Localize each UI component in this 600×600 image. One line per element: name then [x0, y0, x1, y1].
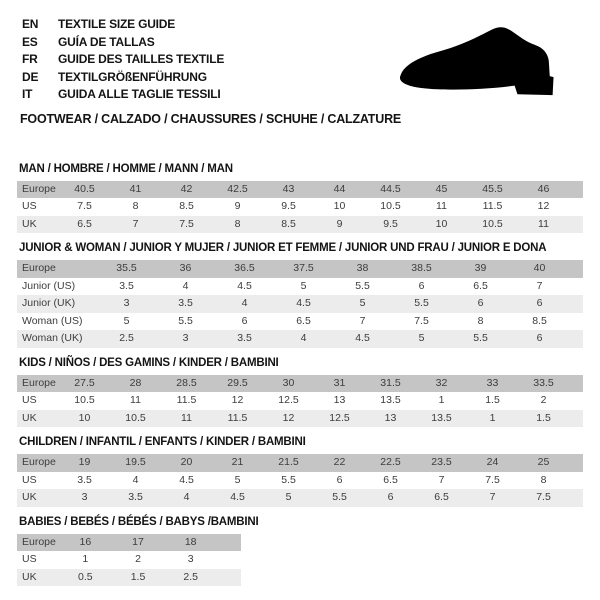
size-cell: 7	[132, 217, 139, 230]
size-cell: 13	[384, 411, 397, 424]
language-code: DE	[22, 69, 39, 84]
language-label: GUIDA ALLE TAGLIE TESSILI	[58, 87, 221, 101]
size-cell: 30	[282, 376, 295, 389]
row-label: Junior (US)	[22, 279, 76, 292]
size-cell: 45	[435, 182, 448, 195]
size-cell: 2.5	[119, 332, 134, 344]
size-cell: 6	[336, 473, 343, 486]
size-cell: 40.5	[74, 182, 95, 195]
size-cell: 10	[435, 217, 448, 230]
size-cell: 7.5	[485, 473, 500, 486]
size-cell: 27.5	[74, 376, 95, 389]
size-cell: 3.5	[128, 491, 143, 503]
size-cell: 3.5	[119, 279, 134, 292]
section-title: BABIES / BEBÉS / BÉBÉS / BABYS /BAMBINI	[19, 515, 259, 528]
table-row	[17, 375, 583, 393]
size-cell: 5	[418, 332, 425, 344]
size-cell: 3	[182, 332, 189, 344]
size-cell: 5.5	[355, 279, 370, 292]
size-cell: 5.5	[281, 473, 296, 486]
size-cell: 19	[78, 456, 91, 468]
size-cell: 41	[129, 182, 142, 195]
size-cell: 16	[79, 535, 92, 548]
size-cell: 35.5	[116, 262, 137, 274]
language-row	[22, 51, 224, 69]
table-row	[17, 454, 583, 472]
size-section	[17, 242, 583, 348]
size-cell: 10.5	[380, 200, 401, 212]
size-cell: 4	[132, 473, 139, 486]
row-label: US	[22, 553, 37, 565]
table-row	[17, 313, 583, 331]
language-code: EN	[22, 17, 39, 31]
size-cell: 28	[129, 376, 142, 389]
row-label: Europe	[22, 182, 56, 195]
table-row	[17, 551, 241, 569]
size-cell: 7	[536, 279, 543, 292]
size-cell: 6	[418, 279, 425, 292]
language-code: ES	[22, 34, 38, 49]
row-label: UK	[22, 217, 37, 230]
size-cell: 4	[241, 297, 248, 309]
size-cell: 23.5	[431, 456, 452, 468]
size-cell: 11	[436, 200, 447, 212]
size-cell: 5.5	[178, 314, 193, 327]
size-cell: 5.5	[332, 491, 347, 503]
size-cell: 5	[359, 297, 366, 309]
size-cell: 10	[78, 411, 91, 424]
size-cell: 5	[300, 279, 307, 292]
size-cell: 1.5	[130, 570, 146, 583]
size-cell: 7.5	[179, 217, 194, 230]
size-cell: 1.5	[485, 394, 500, 406]
size-cell: 4	[182, 279, 189, 292]
size-cell: 6	[536, 297, 543, 309]
size-cell: 21.5	[278, 456, 299, 468]
size-cell: 33.5	[533, 376, 554, 389]
size-cell: 8	[477, 314, 484, 327]
size-table	[17, 534, 241, 587]
size-cell: 6.5	[77, 217, 92, 230]
language-label: TEXTILE SIZE GUIDE	[58, 17, 176, 31]
section-title: KIDS / NIÑOS / DES GAMINS / KINDER / BAMBINI	[19, 356, 279, 369]
size-cell: 42.5	[227, 182, 248, 195]
language-list	[22, 16, 224, 104]
size-cell: 7.5	[536, 491, 551, 503]
size-cell: 22	[333, 456, 346, 468]
size-cell: 7.5	[414, 314, 429, 327]
size-cell: 19.5	[125, 456, 146, 468]
table-row	[17, 278, 583, 296]
size-cell: 2	[135, 553, 141, 565]
size-cell: 1.5	[536, 411, 551, 424]
size-cell: 2.5	[183, 570, 198, 583]
size-cell: 8.5	[281, 217, 296, 230]
size-cell: 12.5	[329, 411, 350, 424]
size-cell: 10.5	[482, 217, 503, 230]
table-row	[17, 216, 583, 234]
size-cell: 37.5	[293, 262, 314, 274]
language-row	[22, 69, 224, 87]
size-cell: 10.5	[74, 394, 95, 406]
size-cell: 6	[387, 491, 394, 503]
shoe-icon	[393, 20, 583, 100]
row-label: Woman (US)	[22, 314, 83, 327]
size-cell: 7	[489, 491, 496, 503]
size-cell: 4.5	[355, 332, 370, 344]
size-cell: 12	[282, 411, 295, 424]
size-cell: 17	[132, 535, 144, 548]
size-cell: 44.5	[380, 182, 401, 195]
size-cell: 38.5	[411, 262, 432, 274]
size-cell: 8.5	[179, 200, 194, 212]
language-label: GUÍA DE TALLAS	[58, 34, 155, 49]
row-label: UK	[22, 491, 37, 503]
size-cell: 3	[81, 491, 88, 503]
page-header	[17, 14, 583, 104]
table-row	[17, 260, 583, 278]
table-row	[17, 198, 583, 216]
size-cell: 18	[184, 535, 197, 548]
language-row	[22, 16, 224, 34]
table-row	[17, 489, 583, 507]
size-cell: 31	[333, 376, 346, 389]
size-cell: 3.5	[178, 297, 193, 309]
size-cell: 6	[536, 332, 543, 344]
size-cell: 7	[359, 314, 366, 327]
language-label: GUIDE DES TAILLES TEXTILE	[58, 52, 225, 66]
row-label: US	[22, 473, 37, 486]
size-cell: 1	[438, 394, 445, 406]
table-row	[17, 392, 583, 410]
table-row	[17, 534, 241, 552]
size-cell: 8	[234, 217, 241, 230]
row-label: Europe	[22, 456, 56, 468]
size-cell: 4.5	[179, 473, 194, 486]
size-section	[17, 357, 583, 428]
row-label: Europe	[22, 262, 56, 274]
size-cell: 3.5	[77, 473, 92, 486]
size-cell: 5	[285, 491, 292, 503]
row-label: Europe	[22, 535, 56, 548]
table-row	[17, 472, 583, 490]
size-cell: 6.5	[473, 279, 488, 292]
size-cell: 9.5	[281, 200, 296, 212]
size-cell: 7	[438, 473, 445, 486]
size-cell: 40	[533, 262, 546, 274]
size-cell: 12.5	[278, 394, 299, 406]
size-cell: 5	[123, 314, 130, 327]
size-section	[17, 516, 583, 587]
size-table	[17, 375, 583, 428]
size-cell: 2	[540, 394, 547, 406]
size-cell: 3.5	[237, 332, 252, 344]
size-cell: 31.5	[380, 376, 401, 389]
size-cell: 3	[123, 297, 130, 309]
size-cell: 9.5	[383, 217, 398, 230]
size-cell: 4	[300, 332, 307, 344]
size-cell: 10.5	[125, 411, 146, 424]
section-title: JUNIOR & WOMAN / JUNIOR Y MUJER / JUNIOR ET FEMME / JUNIOR UND FRAU / JUNIOR E DONA	[19, 242, 547, 254]
size-cell: 4.5	[237, 279, 252, 292]
row-label: UK	[22, 570, 37, 583]
size-cell: 4.5	[230, 491, 245, 503]
size-cell: 36	[179, 262, 192, 274]
row-label: Junior (UK)	[22, 297, 76, 309]
size-cell: 46	[537, 182, 550, 195]
size-cell: 9	[336, 217, 343, 230]
language-row	[22, 86, 224, 104]
size-cell: 6.5	[383, 473, 398, 486]
section-title: CHILDREN / INFANTIL / ENFANTS / KINDER / BAMBINI	[19, 436, 306, 448]
size-table	[17, 181, 583, 234]
size-table	[17, 454, 583, 507]
size-cell: 11	[181, 411, 192, 424]
table-row	[17, 181, 583, 199]
size-cell: 11.5	[482, 200, 503, 212]
size-cell: 22.5	[380, 456, 401, 468]
size-cell: 1	[82, 553, 89, 565]
table-row	[17, 569, 241, 587]
size-cell: 8.5	[532, 314, 547, 327]
size-cell: 24	[486, 456, 499, 468]
table-row	[17, 410, 583, 428]
size-cell: 29.5	[227, 376, 248, 389]
size-cell: 38	[356, 262, 369, 274]
size-cell: 11	[538, 217, 549, 230]
size-cell: 11.5	[176, 394, 197, 406]
size-cell: 43	[282, 182, 295, 195]
size-cell: 25	[537, 456, 550, 468]
language-row	[22, 34, 224, 52]
size-cell: 13	[333, 394, 346, 406]
size-cell: 3	[187, 553, 194, 565]
size-cell: 6.5	[296, 314, 311, 327]
size-cell: 0.5	[78, 570, 93, 583]
size-cell: 42	[180, 182, 193, 195]
size-cell: 28.5	[176, 376, 197, 389]
size-cell: 11.5	[227, 411, 248, 424]
size-cell: 5.5	[414, 297, 429, 309]
size-cell: 9	[234, 200, 241, 212]
size-section	[17, 163, 583, 234]
size-cell: 5	[234, 473, 241, 486]
row-label: US	[22, 200, 37, 212]
size-cell: 4.5	[296, 297, 311, 309]
size-cell: 45.5	[482, 182, 503, 195]
size-cell: 33	[486, 376, 499, 389]
size-table	[17, 260, 583, 348]
size-cell: 4	[183, 491, 190, 503]
size-cell: 12	[537, 200, 550, 212]
language-code: FR	[22, 52, 38, 66]
row-label: US	[22, 394, 37, 406]
size-cell: 36.5	[234, 262, 255, 274]
size-cell: 13.5	[380, 394, 401, 406]
size-cell: 39	[474, 262, 487, 274]
row-label: UK	[22, 411, 37, 424]
size-cell: 8	[132, 200, 139, 212]
table-row	[17, 330, 583, 348]
size-cell: 20	[180, 456, 193, 468]
row-label: Woman (UK)	[22, 332, 83, 344]
size-section	[17, 436, 583, 507]
size-cell: 8	[540, 473, 547, 486]
size-cell: 44	[333, 182, 346, 195]
size-cell: 21	[231, 456, 244, 468]
size-cell: 1	[489, 411, 496, 424]
size-cell: 7.5	[77, 200, 92, 212]
size-cell: 6	[477, 297, 484, 309]
language-label: TEXTILGRÖßENFÜHRUNG	[58, 69, 207, 84]
language-code: IT	[22, 87, 33, 101]
size-tables	[17, 163, 583, 587]
size-cell: 5.5	[473, 332, 488, 344]
row-label: Europe	[22, 376, 56, 389]
size-cell: 10	[333, 200, 346, 212]
footwear-heading: FOOTWEAR / CALZADO / CHAUSSURES / SCHUHE / CALZATURE	[20, 111, 402, 126]
size-cell: 13.5	[431, 411, 452, 424]
size-cell: 12	[231, 394, 244, 406]
section-title: MAN / HOMBRE / HOMME / MANN / MAN	[19, 162, 233, 175]
size-cell: 6	[241, 314, 248, 327]
size-cell: 32	[435, 376, 448, 389]
size-cell: 11	[130, 394, 141, 406]
table-row	[17, 295, 583, 313]
size-cell: 6.5	[434, 491, 449, 503]
